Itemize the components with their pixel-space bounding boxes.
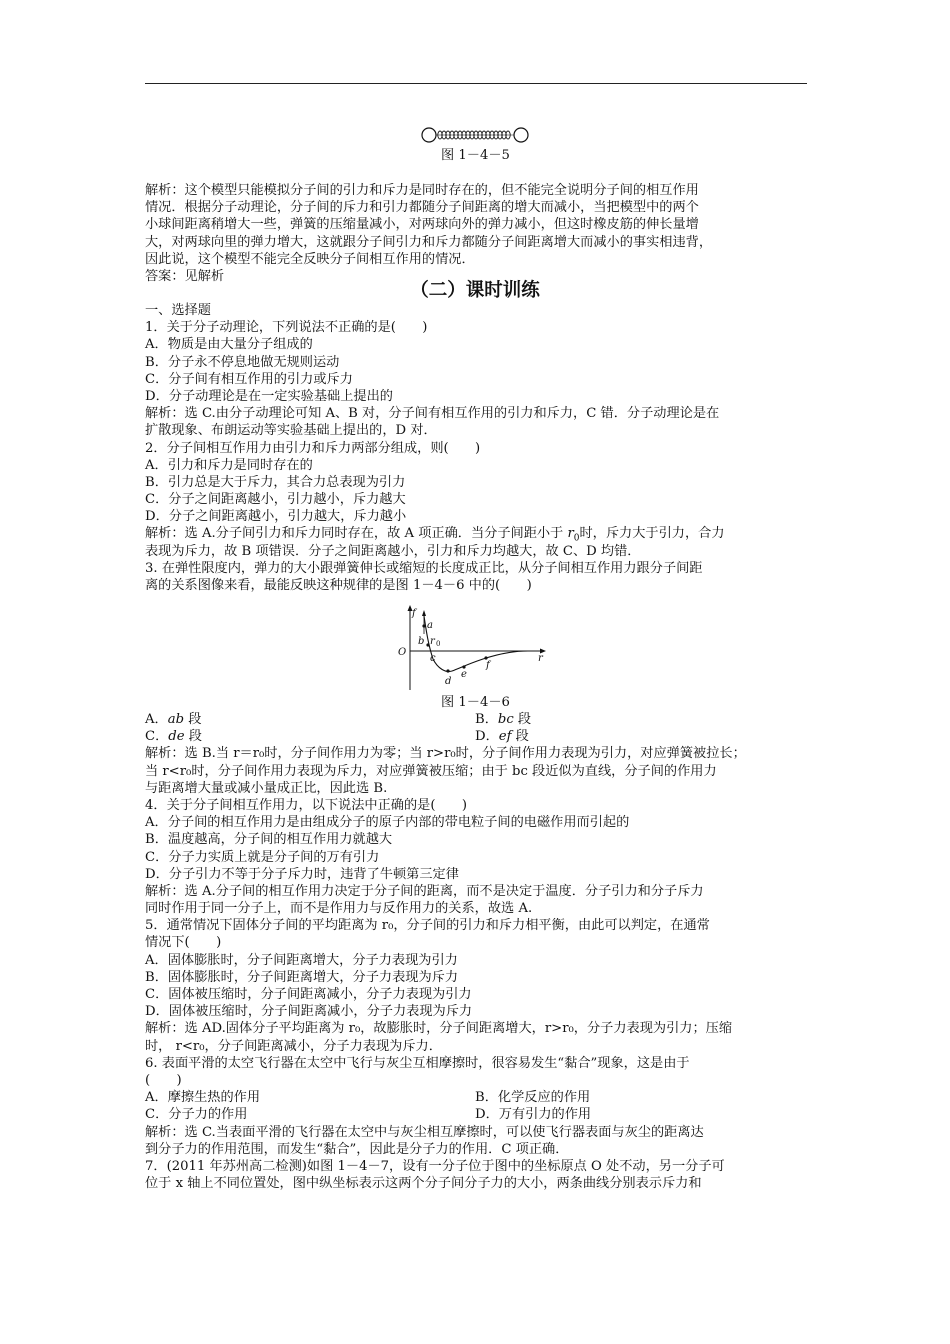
question-stem: 1．关于分子动理论，下列说法不正确的是( ) — [145, 320, 428, 336]
point-label-c: c — [430, 653, 436, 664]
option-line: B．温度越高，分子间的相互作用力就越大 — [145, 832, 393, 848]
text-line: 因此说，这个模型不能完全反映分子间相互作用的情况． — [145, 251, 475, 267]
option-line: C．分子间有相互作用的引力或斥力 — [145, 371, 353, 387]
section-title: （二）课时训练 — [410, 280, 540, 301]
force-distance-graph — [398, 604, 548, 694]
option-b: B．化学反应的作用 — [475, 1090, 591, 1106]
option-line: B．引力总是大于斥力，其合力总表现为引力 — [145, 474, 406, 490]
option-line: D．固体被压缩时，分子间距离减小，分子力表现为斥力 — [145, 1004, 473, 1020]
option-line: D．分子之间距离越小，引力越大，斥力越小 — [145, 509, 407, 525]
option-line: D．分子引力不等于分子斥力时，违背了牛顿第三定律 — [145, 866, 459, 882]
option-line: B．分子永不停息地做无规则运动 — [145, 354, 340, 370]
option-line: B．固体膨胀时，分子间距离增大，分子力表现为斥力 — [145, 969, 459, 985]
origin-label: O — [398, 647, 407, 658]
option-d: D．万有引力的作用 — [475, 1107, 592, 1123]
figure-caption-1-4-5: 图 1－4－5 — [441, 148, 510, 163]
question-stem: 6. 表面平滑的太空飞行器在太空中飞行与灰尘互相摩擦时，很容易发生“黏合”现象，这是由于 — [145, 1055, 690, 1071]
option-row — [145, 728, 807, 745]
point-label-b: b — [418, 636, 425, 647]
analysis-line: 时， r<r₀，分子间距离减小，分子力表现为斥力． — [145, 1038, 442, 1054]
option-row — [145, 1106, 807, 1123]
analysis-block-1 — [145, 182, 807, 285]
r0-label: r — [430, 636, 435, 647]
answer-line: 答案：见解析 — [145, 268, 225, 284]
option-d: D．ef 段 — [475, 729, 529, 745]
analysis-line: 解析：选 C.当表面平滑的飞行器在太空中与灰尘相互摩擦时，可以使飞行器表面与灰尘的距离达 — [145, 1124, 704, 1140]
x-axis-label: r — [538, 653, 543, 664]
analysis-line: 当 r<r₀时，分子间作用力表现为斥力，对应弹簧被压缩；由于 bc 段近似为直线，分子间的作用力 — [145, 763, 717, 779]
analysis-line: 解析：选 C.由分子动理论可知 A、B 对，分子间有相互作用的引力和斥力，C 错．分子动理论是在 — [145, 406, 720, 422]
questions-block-a — [145, 302, 807, 594]
option-a: A．摩擦生热的作用 — [145, 1090, 261, 1106]
analysis-line: 解析：选 A.分子间的相互作用力决定于分子间的距离，而不是决定于温度．分子引力和分子斥力 — [145, 883, 704, 899]
questions-block-b — [145, 711, 807, 1192]
question-stem: 位于 x 轴上不同位置处，图中纵坐标表示这两个分子间分子力的大小，两条曲线分别表示斥力和 — [145, 1176, 702, 1192]
analysis-line: 与距离增大量或减小量成正比，因此选 B. — [145, 780, 388, 796]
point-label-e: e — [461, 669, 467, 680]
option-line: C．固体被压缩时，分子间距离减小，分子力表现为引力 — [145, 987, 472, 1002]
analysis-line: 到分子力的作用范围，而发生“黏合”，因此是分子力的作用．C 项正确． — [145, 1141, 569, 1157]
question-stem: 4．关于分子间相互作用力，以下说法中正确的是( ) — [145, 797, 467, 813]
text-line: 解析：这个模型只能模拟分子间的引力和斥力是同时存在的，但不能完全说明分子间的相互作用 — [145, 183, 699, 198]
question-stem: 情况下( ) — [145, 935, 222, 951]
analysis-line: 同时作用于同一分子上，而不是作用力与反作用力的关系，故选 A. — [145, 901, 533, 917]
option-line: A．引力和斥力是同时存在的 — [145, 457, 313, 473]
option-a: A．ab 段 — [145, 712, 202, 727]
analysis-line: 解析：选 AD.固体分子平均距离为 r₀，故膨胀时，分子间距离增大，r>r₀，分子力表现为引力；压缩 — [145, 1021, 733, 1037]
text-line: 情况．根据分子动理论，分子间的斥力和引力都随分子间距离的增大而减小，当把模型中的两个 — [145, 200, 699, 216]
spring-model-figure — [420, 126, 530, 144]
r0-subscript: 0 — [436, 640, 441, 648]
point-label-f: f — [486, 660, 490, 671]
question-stem: ( ) — [145, 1072, 182, 1088]
question-stem: 2．分子间相互作用力由引力和斥力两部分组成，则( ) — [145, 440, 481, 456]
option-line: A．分子间的相互作用力是由组成分子的原子内部的带电粒子间的电磁作用而引起的 — [145, 815, 630, 831]
option-row — [145, 1089, 807, 1106]
analysis-line: 解析：选 B.当 r＝r₀时，分子间作用力为零；当 r>r₀时，分子间作用力表现为引力，对应弹簧被拉长； — [145, 746, 746, 762]
option-c: C．de 段 — [145, 729, 202, 745]
figure-caption-1-4-6: 图 1－4－6 — [441, 695, 510, 710]
y-axis-label: f — [412, 608, 416, 619]
analysis-line: 表现为斥力，故 B 项错误．分子之间距离越小，引力和斥力均越大，故 C、D 均错． — [145, 543, 641, 559]
analysis-line: 解析：选 A.分子间引力和斥力同时存在，故 A 项正确．当分子间距小于 $r_0$时，斥力大于引力，合力 — [145, 526, 725, 545]
question-stem: 7．(2011 年苏州高二检测)如图 1－4－7，设有一分子位于图中的坐标原点 O 处不动，另一分子可 — [145, 1158, 725, 1174]
option-line: A．物质是由大量分子组成的 — [145, 337, 313, 353]
option-line: C．分子力实质上就是分子间的万有引力 — [145, 849, 380, 865]
text-line: 大，对两球向里的弹力增大，这就跟分子间引力和斥力都随分子间距离增大而减小的事实相违背， — [145, 234, 713, 250]
option-line: C．分子之间距离越小，引力越小，斥力越大 — [145, 492, 406, 508]
question-stem: 3. 在弹性限度内，弹力的大小跟弹簧伸长或缩短的长度成正比，从分子间相互作用力跟分子间距 — [145, 560, 703, 576]
option-line: A．固体膨胀时，分子间距离增大，分子力表现为引力 — [145, 952, 458, 968]
header-rule — [145, 83, 807, 84]
option-line: D．分子动理论是在一定实验基础上提出的 — [145, 388, 393, 404]
option-row — [145, 711, 807, 728]
text-line: 小球间距离稍增大一些，弹簧的压缩量减小，对两球向外的弹力减小，但这时橡皮筋的伸长量增 — [145, 217, 699, 233]
option-b: B．bc 段 — [475, 712, 532, 727]
question-stem: 5．通常情况下固体分子间的平均距离为 r₀，分子间的引力和斥力相平衡，由此可以判定，在通常 — [145, 918, 710, 934]
option-c: C．分子力的作用 — [145, 1107, 248, 1123]
question-stem: 离的关系图像来看，最能反映这种规律的是图 1－4－6 中的( ) — [145, 578, 532, 593]
section-subtitle: 一、选择题 — [145, 303, 211, 318]
analysis-line: 扩散现象、布朗运动等实验基础上提出的，D 对． — [145, 423, 437, 439]
point-label-d: d — [445, 676, 452, 687]
point-label-a: a — [427, 620, 433, 631]
